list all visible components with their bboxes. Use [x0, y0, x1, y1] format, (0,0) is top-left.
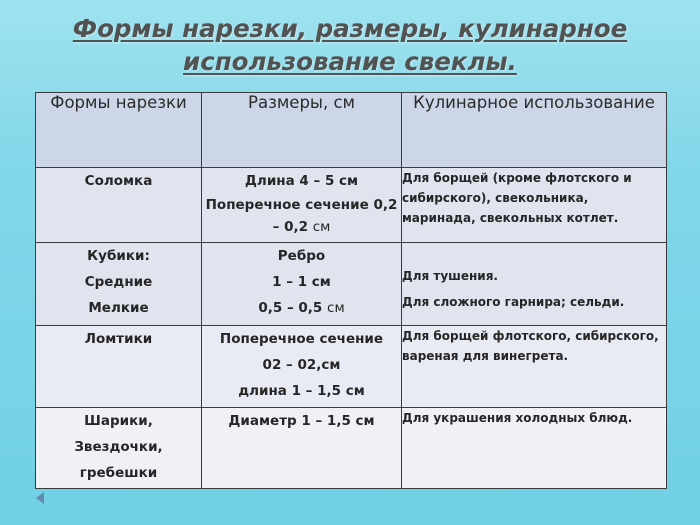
- usage-text: Для борщей флотского, сибирского, вареная для винегрета.: [402, 329, 659, 363]
- size-cell: [202, 168, 402, 243]
- usage-text: Для сложного гарнира; сельди.: [402, 295, 625, 309]
- size-cell: [202, 326, 402, 408]
- cut-form-label: Мелкие: [88, 300, 149, 316]
- table-row: [36, 326, 667, 408]
- size-unit: см: [327, 300, 345, 316]
- cut-form-cell: [36, 243, 202, 326]
- cut-form-label: Соломка: [84, 173, 153, 189]
- size-text: Поперечное сечение 0,2 – 0,2: [205, 197, 398, 235]
- cut-form-cell: [36, 408, 202, 489]
- size-value: Ребро: [277, 248, 326, 264]
- size-value: [202, 295, 401, 321]
- size-value: Поперечное сечение: [219, 331, 384, 347]
- size-value: 02 – 02,см: [262, 357, 341, 373]
- cut-form-label: гребешки: [79, 465, 158, 481]
- header-sizes: Размеры, см: [202, 93, 402, 168]
- size-value: Длина 4 – 5 см: [244, 173, 359, 189]
- size-value: 1 – 1 см: [272, 274, 331, 290]
- size-value: [202, 194, 401, 238]
- size-value: длина 1 – 1,5 см: [238, 383, 365, 399]
- header-cut-forms: Формы нарезки: [36, 93, 202, 168]
- cut-form-label: Кубики:: [87, 248, 150, 264]
- cut-form-label: Средние: [84, 274, 153, 290]
- size-cell: [202, 408, 402, 489]
- size-text: 0,5 – 0,5: [258, 300, 323, 316]
- page-title-line-2: использование свеклы.: [183, 47, 517, 76]
- table-header-row: [36, 93, 667, 168]
- usage-cell: [402, 326, 667, 408]
- table-row: [36, 408, 667, 489]
- beet-cutting-table: [35, 92, 667, 489]
- page-title-line-1: Формы нарезки, размеры, кулинарное: [72, 14, 628, 43]
- cut-form-cell: [36, 168, 202, 243]
- usage-cell: [402, 168, 667, 243]
- size-value: Диаметр 1 – 1,5 см: [228, 413, 375, 429]
- usage-text: Для борщей (кроме флотского и сибирского), свекольника, маринада, свекольных котлет.: [402, 171, 632, 225]
- usage-cell: [402, 408, 667, 489]
- size-cell: [202, 243, 402, 326]
- page-title: [0, 12, 700, 78]
- usage-text: Для тушения.: [402, 269, 498, 283]
- cut-form-label: Шарики,: [84, 413, 153, 429]
- cut-form-label: Ломтики: [84, 331, 153, 347]
- cut-form-label: Звездочки,: [74, 439, 163, 455]
- header-culinary-use: Кулинарное использование: [402, 93, 667, 168]
- previous-slide-arrow-icon[interactable]: [36, 492, 44, 504]
- usage-text: Для украшения холодных блюд.: [402, 411, 633, 425]
- cut-form-cell: [36, 326, 202, 408]
- table-row: [36, 243, 667, 326]
- table-row: [36, 168, 667, 243]
- usage-cell: [402, 243, 667, 326]
- size-unit: см: [312, 219, 331, 235]
